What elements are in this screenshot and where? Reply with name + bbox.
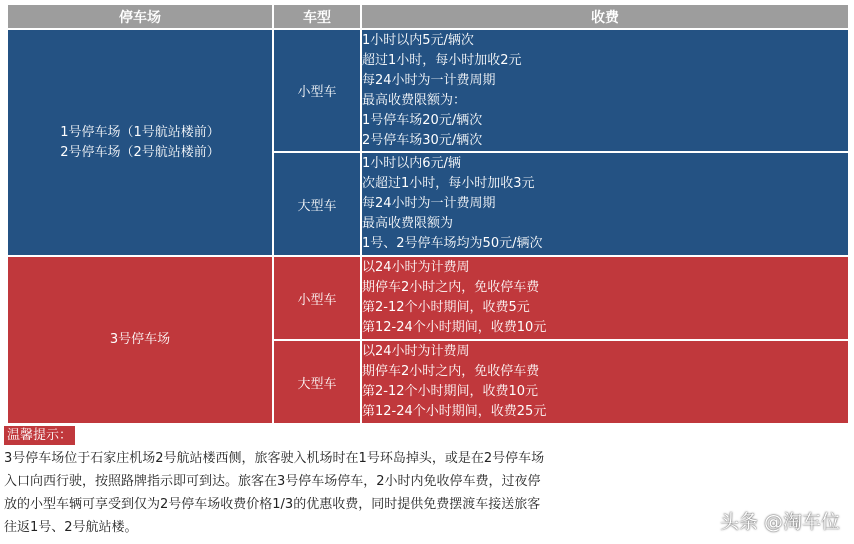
fee-line: 最高收费限额为： bbox=[362, 92, 467, 108]
fee-line: 每24小时为一计费周期 bbox=[362, 72, 496, 88]
fee-line: 以24小时为计费周 bbox=[362, 260, 470, 275]
notice-line: 放的小型车辆可享受到仅为2号停车场收费价格1/3的优惠收费，同时提供免费摆渡车接送旅客 bbox=[4, 497, 541, 512]
fee-line: 期停车2小时之内，免收停车费 bbox=[362, 280, 540, 295]
notice-line: 入口向西行驶，按照路牌指示即可到达。旅客在3号停车场停车，2小时内免收停车费，过夜停 bbox=[4, 474, 541, 489]
lot-cell-1-2 bbox=[7, 29, 273, 256]
fee-line: 第2-12个小时期间，收费10元 bbox=[362, 384, 539, 399]
table-row bbox=[7, 29, 849, 152]
table-row bbox=[7, 256, 849, 340]
header-fee: 收费 bbox=[361, 4, 849, 29]
lot-name: 3号停车场 bbox=[109, 332, 171, 347]
lot-name: 1号停车场（1号航站楼前） bbox=[60, 124, 220, 140]
fee-line: 超过1小时，每小时加收2元 bbox=[362, 52, 522, 68]
watermark: 头条 @淘车位 bbox=[719, 511, 840, 533]
lot-name: 2号停车场（2号航站楼前） bbox=[60, 144, 220, 160]
fee-line: 期停车2小时之内，免收停车费 bbox=[362, 364, 540, 379]
notice-section bbox=[4, 426, 594, 539]
fee-line: 次超过1小时，每小时加收3元 bbox=[362, 176, 535, 191]
parking-fee-table bbox=[6, 3, 850, 425]
header-vehicle-type: 车型 bbox=[273, 4, 361, 29]
fee-line: 1号停车场20元/辆次 bbox=[362, 112, 483, 128]
table-header-row bbox=[7, 4, 849, 29]
fee-cell bbox=[361, 256, 849, 340]
fee-line: 每24小时为一计费周期 bbox=[362, 196, 496, 211]
fee-cell bbox=[361, 340, 849, 424]
fee-line: 第12-24个小时期间，收费25元 bbox=[362, 404, 547, 419]
vehicle-type-cell: 小型车 bbox=[273, 256, 361, 340]
notice-body bbox=[4, 447, 594, 539]
fee-line: 2号停车场30元/辆次 bbox=[362, 132, 483, 148]
vehicle-type-cell: 大型车 bbox=[273, 340, 361, 424]
notice-label: 温馨提示： bbox=[4, 426, 75, 445]
fee-line: 第12-24个小时期间，收费10元 bbox=[362, 320, 547, 335]
fee-line: 1小时以内6元/辆 bbox=[362, 156, 461, 171]
fee-line: 1小时以内5元/辆次 bbox=[362, 32, 474, 48]
fee-cell bbox=[361, 29, 849, 152]
lot-cell-3 bbox=[7, 256, 273, 424]
notice-line: 3号停车场位于石家庄机场2号航站楼西侧，旅客驶入机场时在1号环岛掉头，或是在2号停车场 bbox=[4, 451, 545, 466]
fee-line: 以24小时为计费周 bbox=[362, 344, 470, 359]
vehicle-type-cell: 大型车 bbox=[273, 152, 361, 256]
fee-cell bbox=[361, 152, 849, 256]
vehicle-type-cell: 小型车 bbox=[273, 29, 361, 152]
notice-line: 往返1号、2号航站楼。 bbox=[4, 520, 138, 535]
fee-line: 第2-12个小时期间，收费5元 bbox=[362, 300, 530, 315]
fee-line: 最高收费限额为 bbox=[362, 216, 454, 231]
fee-line: 1号、2号停车场均为50元/辆次 bbox=[362, 236, 543, 251]
header-parking-lot: 停车场 bbox=[7, 4, 273, 29]
